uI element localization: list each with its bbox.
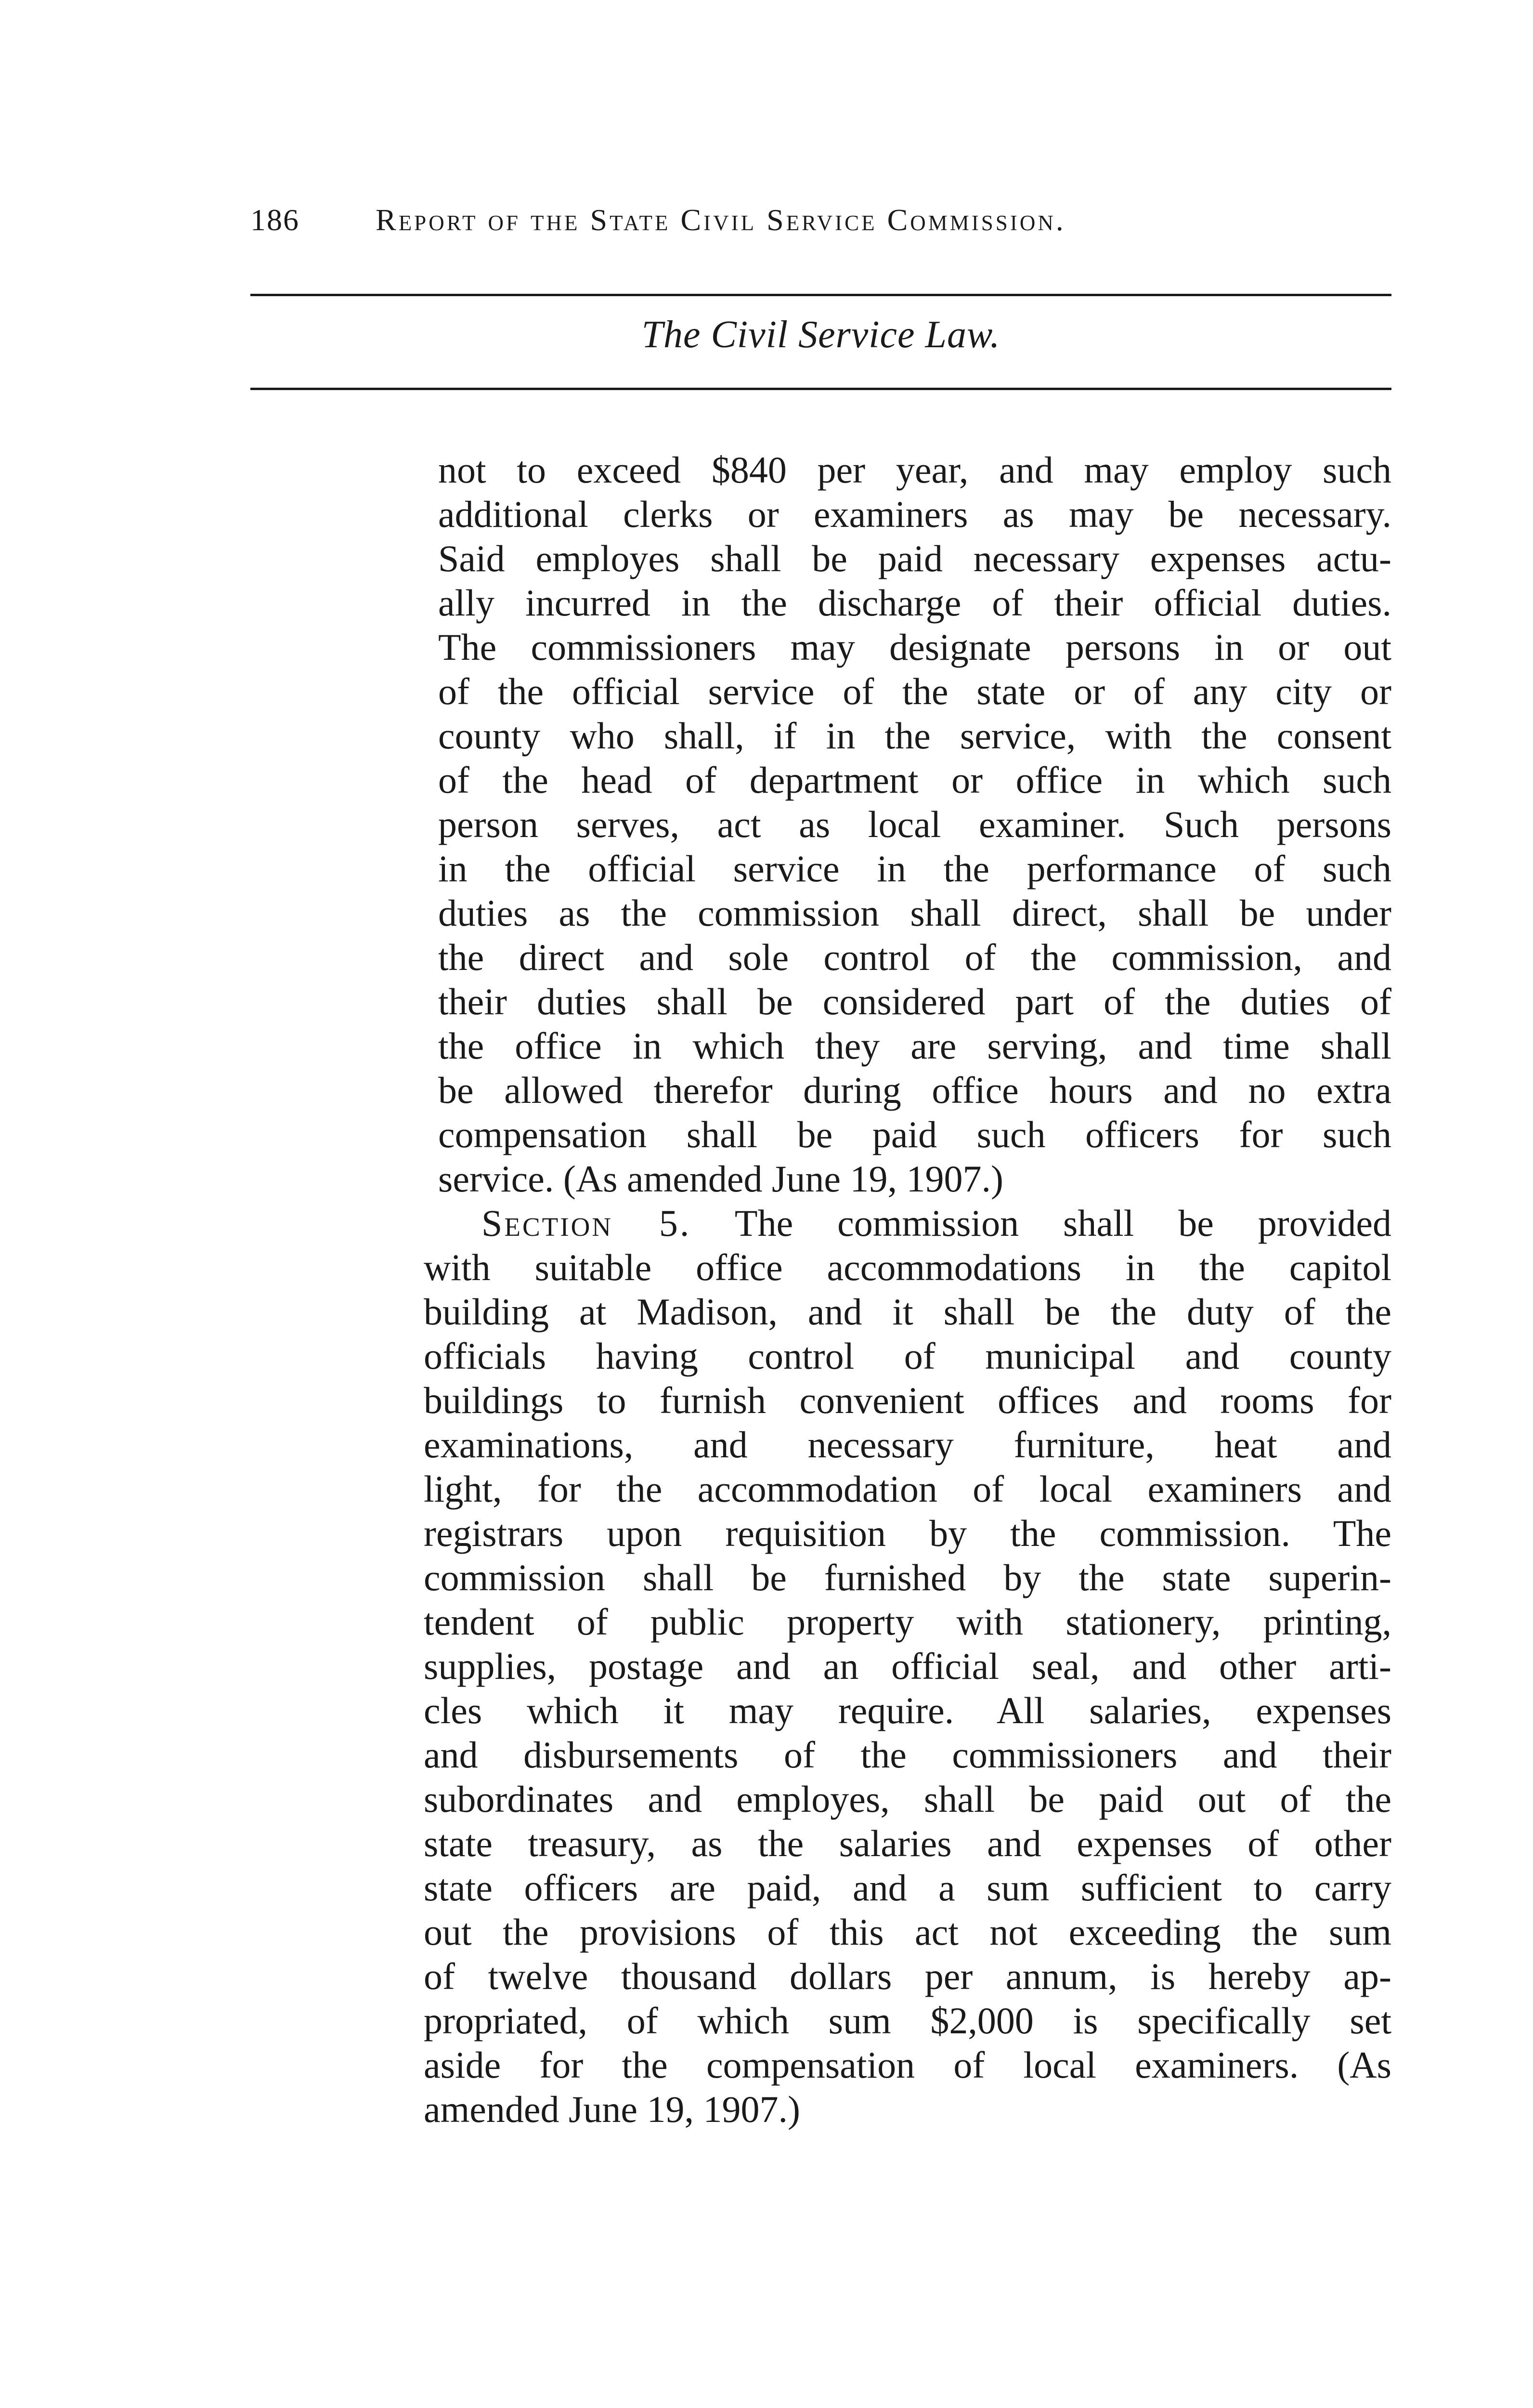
text-line: light, for the accommodation of local examiners and [424,1468,1391,1510]
section-first-line-text: The commission shall be provided [734,1202,1392,1244]
text-line: state treasury, as the salaries and expenses of other [424,1822,1391,1864]
text-line: service. (As amended June 19, 1907.) [438,1158,1003,1200]
text-line: not to exceed $840 per year, and may employ such [438,449,1391,491]
text-line: tendent of public property with stationery, printing, [424,1601,1391,1643]
text-line: amended June 19, 1907.) [424,2088,800,2130]
header-rule-bottom [250,388,1391,390]
text-line: subordinates and employes, shall be paid out of the [424,1778,1391,1820]
text-line: duties as the commission shall direct, shall be under [438,892,1391,934]
text-line: of the head of department or office in which such [438,759,1391,801]
running-head [250,202,1358,255]
text-line: their duties shall be considered part of the duties of [438,981,1391,1022]
text-line: aside for the compensation of local examiners. (As [424,2044,1391,2086]
text-line: registrars upon requisition by the commission. The [424,1512,1391,1554]
text-line: ally incurred in the discharge of their official duties. [438,582,1391,624]
text-line: propriated, of which sum $2,000 is specifically set [424,2000,1391,2042]
section-title: The Civil Service Law. [641,314,1000,356]
running-title: Report of the State Civil Service Commission. [376,203,1066,237]
text-line: examinations, and necessary furniture, heat and [424,1424,1391,1466]
text-line: of twelve thousand dollars per annum, is hereby ap- [424,1955,1391,1997]
text-line: compensation shall be paid such officers for such [438,1113,1391,1155]
text-line: cles which it may require. All salaries, expenses [424,1689,1391,1731]
text-line: supplies, postage and an official seal, and other arti- [424,1645,1391,1687]
page-number: 186 [250,203,299,237]
section-heading-line [438,1201,1391,1245]
text-line: building at Madison, and it shall be the duty of the [424,1291,1391,1333]
text-line: the office in which they are serving, and time shall [438,1025,1391,1067]
text-line: state officers are paid, and a sum sufficient to carry [424,1867,1391,1909]
section-label: Section 5. [481,1202,691,1244]
text-line: in the official service in the performance of such [438,848,1391,890]
text-line: be allowed therefor during office hours and no extra [438,1069,1391,1111]
text-line: commission shall be furnished by the state superin- [424,1557,1391,1598]
text-line: of the official service of the state or of any city or [438,670,1391,712]
text-line: The commissioners may designate persons in or out [438,626,1391,668]
text-line: person serves, act as local examiner. Such persons [438,803,1391,845]
text-line: with suitable office accommodations in the capitol [424,1246,1391,1288]
text-line: officials having control of municipal and county [424,1335,1391,1377]
text-line: out the provisions of this act not exceeding the sum [424,1911,1391,1953]
text-line: additional clerks or examiners as may be necessary. [438,493,1391,535]
text-line: the direct and sole control of the commission, and [438,936,1391,978]
text-line: buildings to furnish convenient offices and rooms for [424,1379,1391,1421]
body-text [424,448,1392,2132]
text-line: county who shall, if in the service, with the consent [438,715,1391,757]
text-line: and disbursements of the commissioners and their [424,1734,1391,1776]
text-line: Said employes shall be paid necessary expenses actu- [438,537,1391,579]
header-rule-top [250,294,1391,296]
